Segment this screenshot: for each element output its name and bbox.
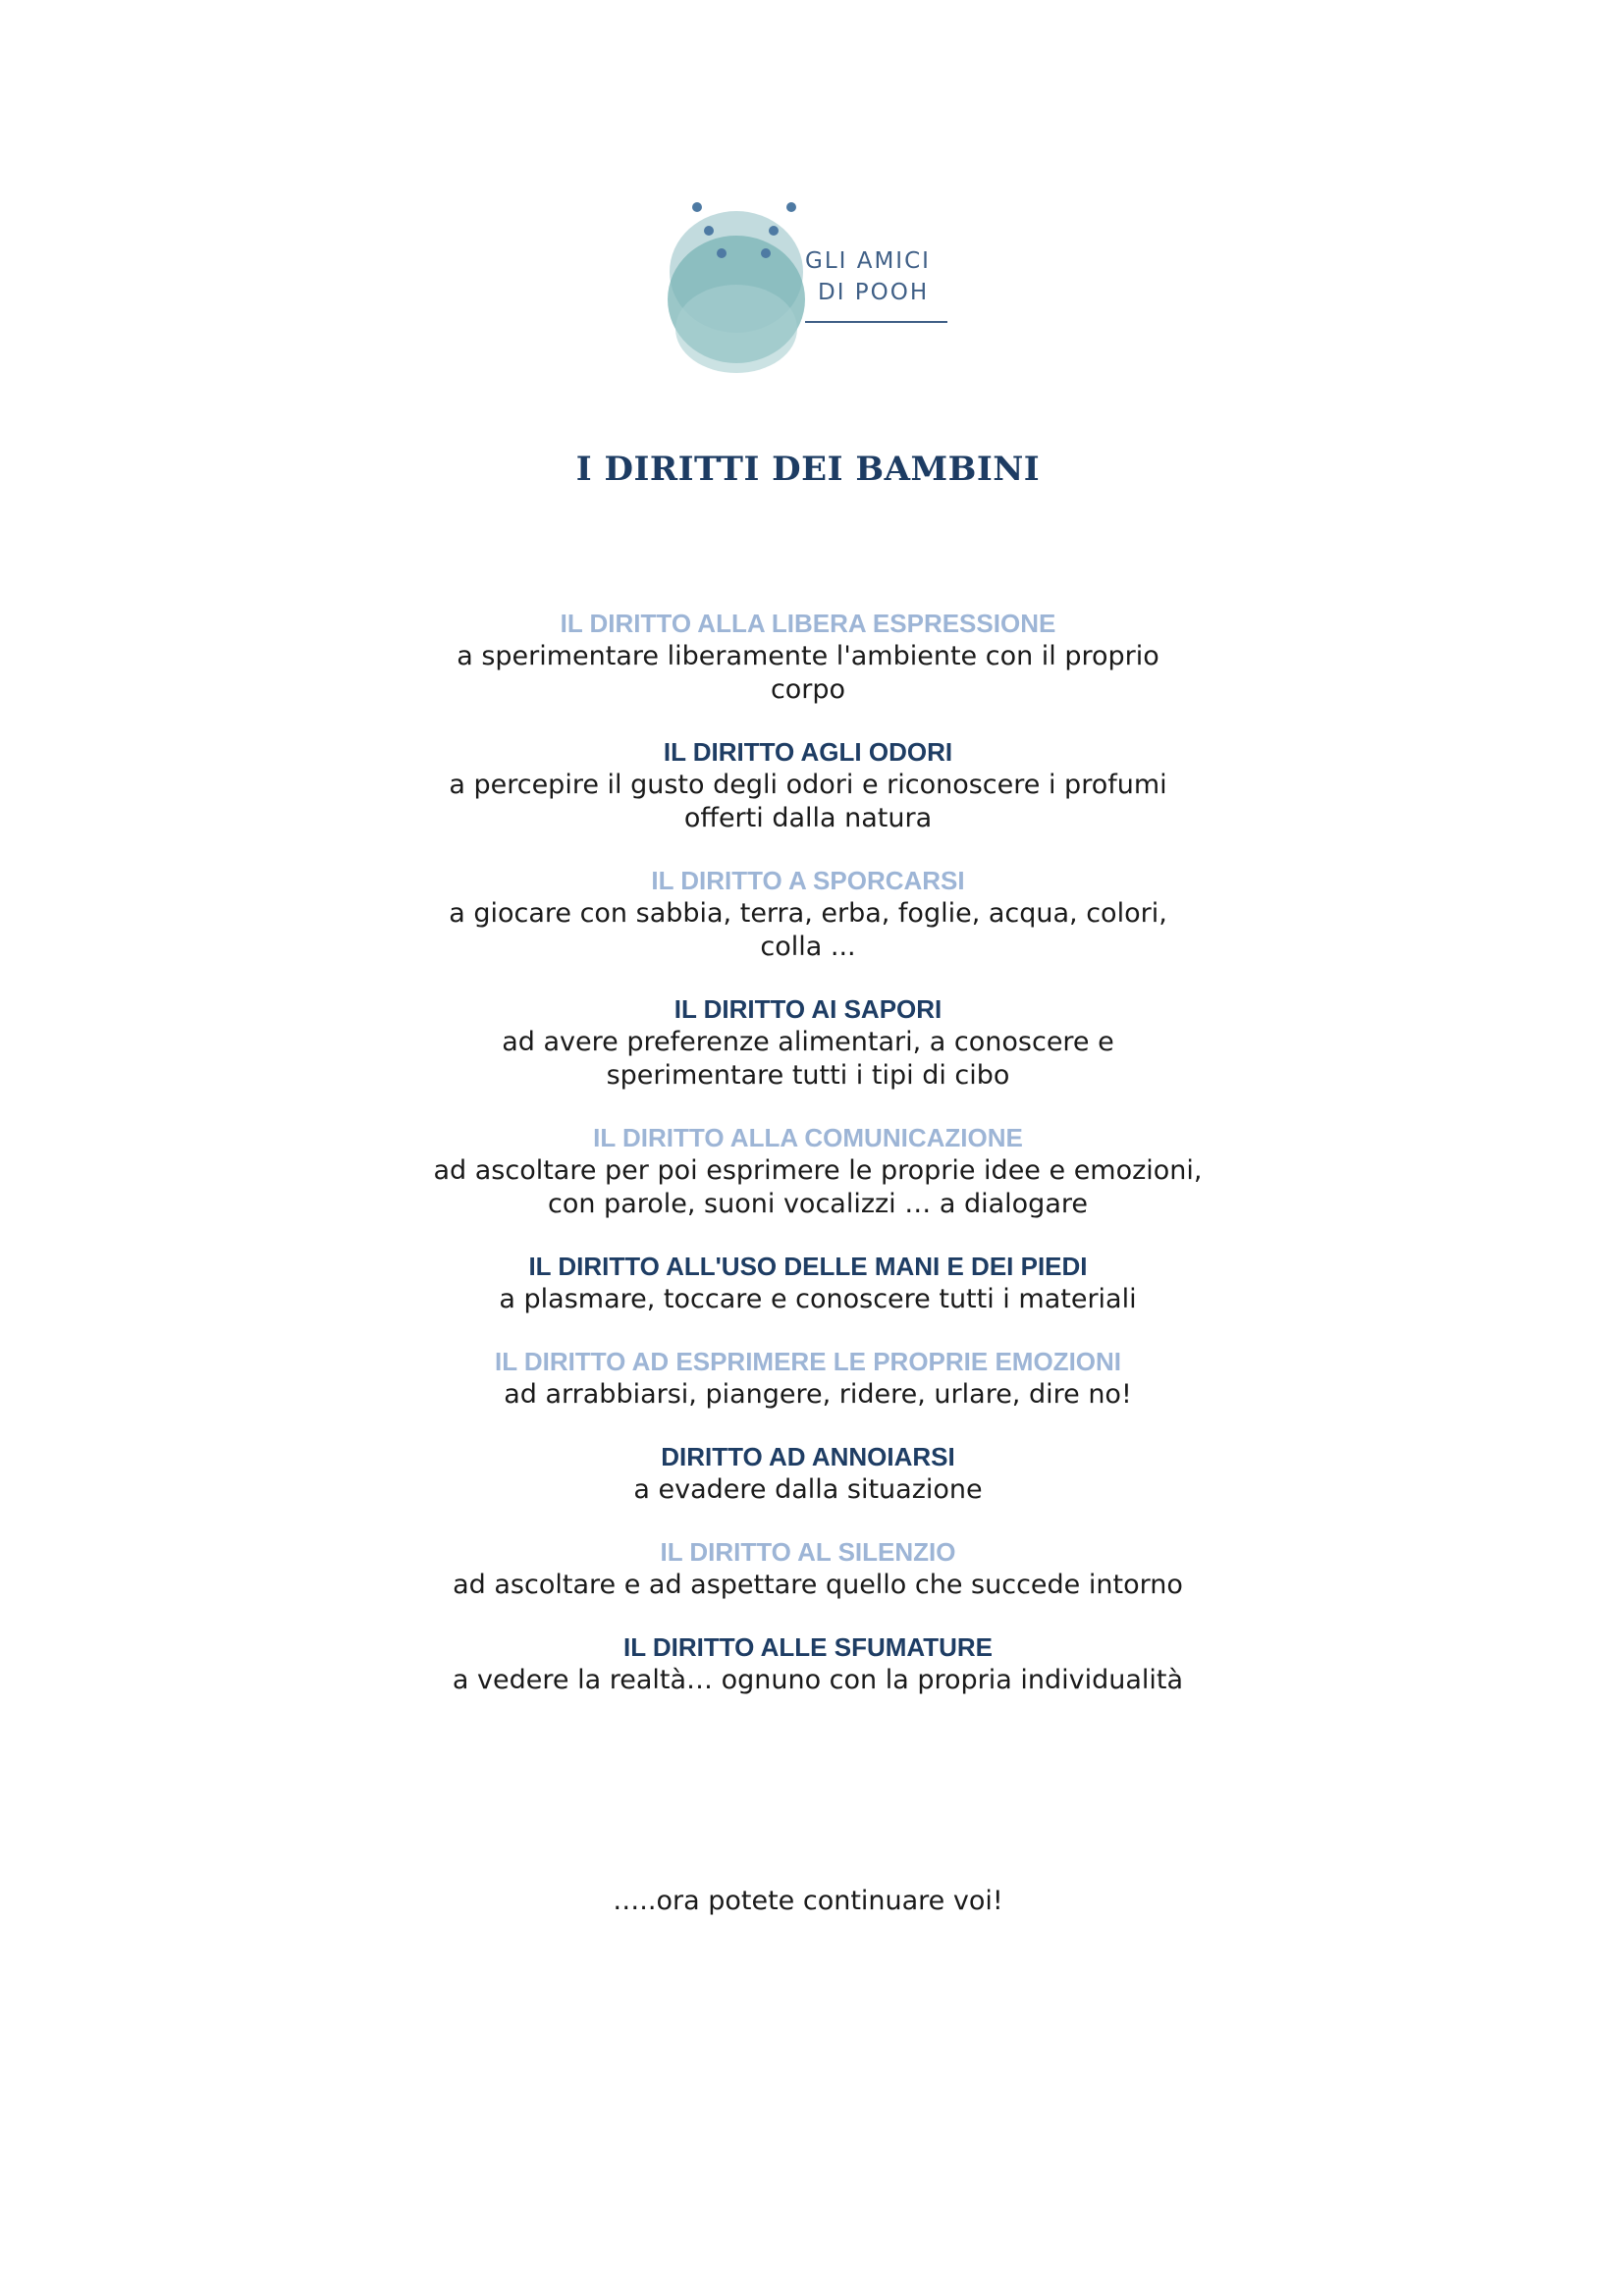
right-item [405, 865, 1211, 964]
logo-text-line1: GLI AMICI [805, 248, 931, 274]
logo-ear-left [692, 202, 702, 212]
right-description: ad ascoltare e ad aspettare quello che succede intorno [453, 1570, 1183, 1600]
closing-line: …..ora potete continuare voi! [613, 1886, 1003, 1916]
right-item [405, 1441, 1211, 1507]
right-item [405, 1122, 1211, 1221]
right-description: a sperimentare liberamente l'ambiente con il proprio corpo [457, 641, 1159, 705]
right-heading: IL DIRITTO ALLA COMUNICAZIONE [593, 1123, 1023, 1152]
right-item [405, 1536, 1211, 1602]
right-heading: IL DIRITTO AI SAPORI [673, 994, 943, 1024]
logo-eye-right [761, 248, 771, 258]
right-heading: IL DIRITTO ALLE SFUMATURE [622, 1632, 994, 1662]
right-description: ad ascoltare per poi esprimere le proprie idee e emozioni, con parole, suoni vocalizzi … a dialogare [433, 1155, 1203, 1219]
right-item [405, 1251, 1211, 1316]
right-heading: IL DIRITTO A SPORCARSI [651, 866, 965, 895]
logo-text-line2: DI POOH [818, 280, 930, 305]
right-heading: IL DIRITTO AL SILENZIO [660, 1537, 956, 1567]
logo-ear-right [786, 202, 796, 212]
right-description: ad avere preferenze alimentari, a conoscere e sperimentare tutti i tipi di cibo [502, 1027, 1114, 1091]
right-description: a plasmare, toccare e conoscere tutti i materiali [499, 1284, 1137, 1314]
right-description: a vedere la realtà… ognuno con la propria individualità [452, 1665, 1184, 1695]
right-item [405, 1346, 1211, 1412]
right-heading: IL DIRITTO AGLI ODORI [663, 737, 953, 767]
right-heading: IL DIRITTO AD ESPRIMERE LE PROPRIE EMOZIONI [494, 1347, 1122, 1376]
right-item [405, 993, 1211, 1093]
right-heading: DIRITTO AD ANNOIARSI [661, 1442, 955, 1471]
right-item [405, 736, 1211, 835]
right-item [405, 1631, 1211, 1697]
page-title: I DIRITTI DEI BAMBINI [575, 450, 1041, 489]
right-item [405, 608, 1211, 707]
right-description: a percepire il gusto degli odori e riconoscere i profumi offerti dalla natura [449, 770, 1167, 833]
right-description: a giocare con sabbia, terra, erba, foglie, acqua, colori, colla ... [449, 898, 1167, 962]
right-heading: IL DIRITTO ALLA LIBERA ESPRESSIONE [560, 609, 1056, 638]
logo [658, 191, 972, 388]
logo-eye-left [717, 248, 727, 258]
right-description: a evadere dalla situazione [633, 1474, 983, 1505]
rights-list [0, 608, 1616, 1727]
right-description: ad arrabbiarsi, piangere, ridere, urlare, dire no! [504, 1379, 1132, 1410]
right-heading: IL DIRITTO ALL'USO DELLE MANI E DEI PIEDI [528, 1252, 1088, 1281]
